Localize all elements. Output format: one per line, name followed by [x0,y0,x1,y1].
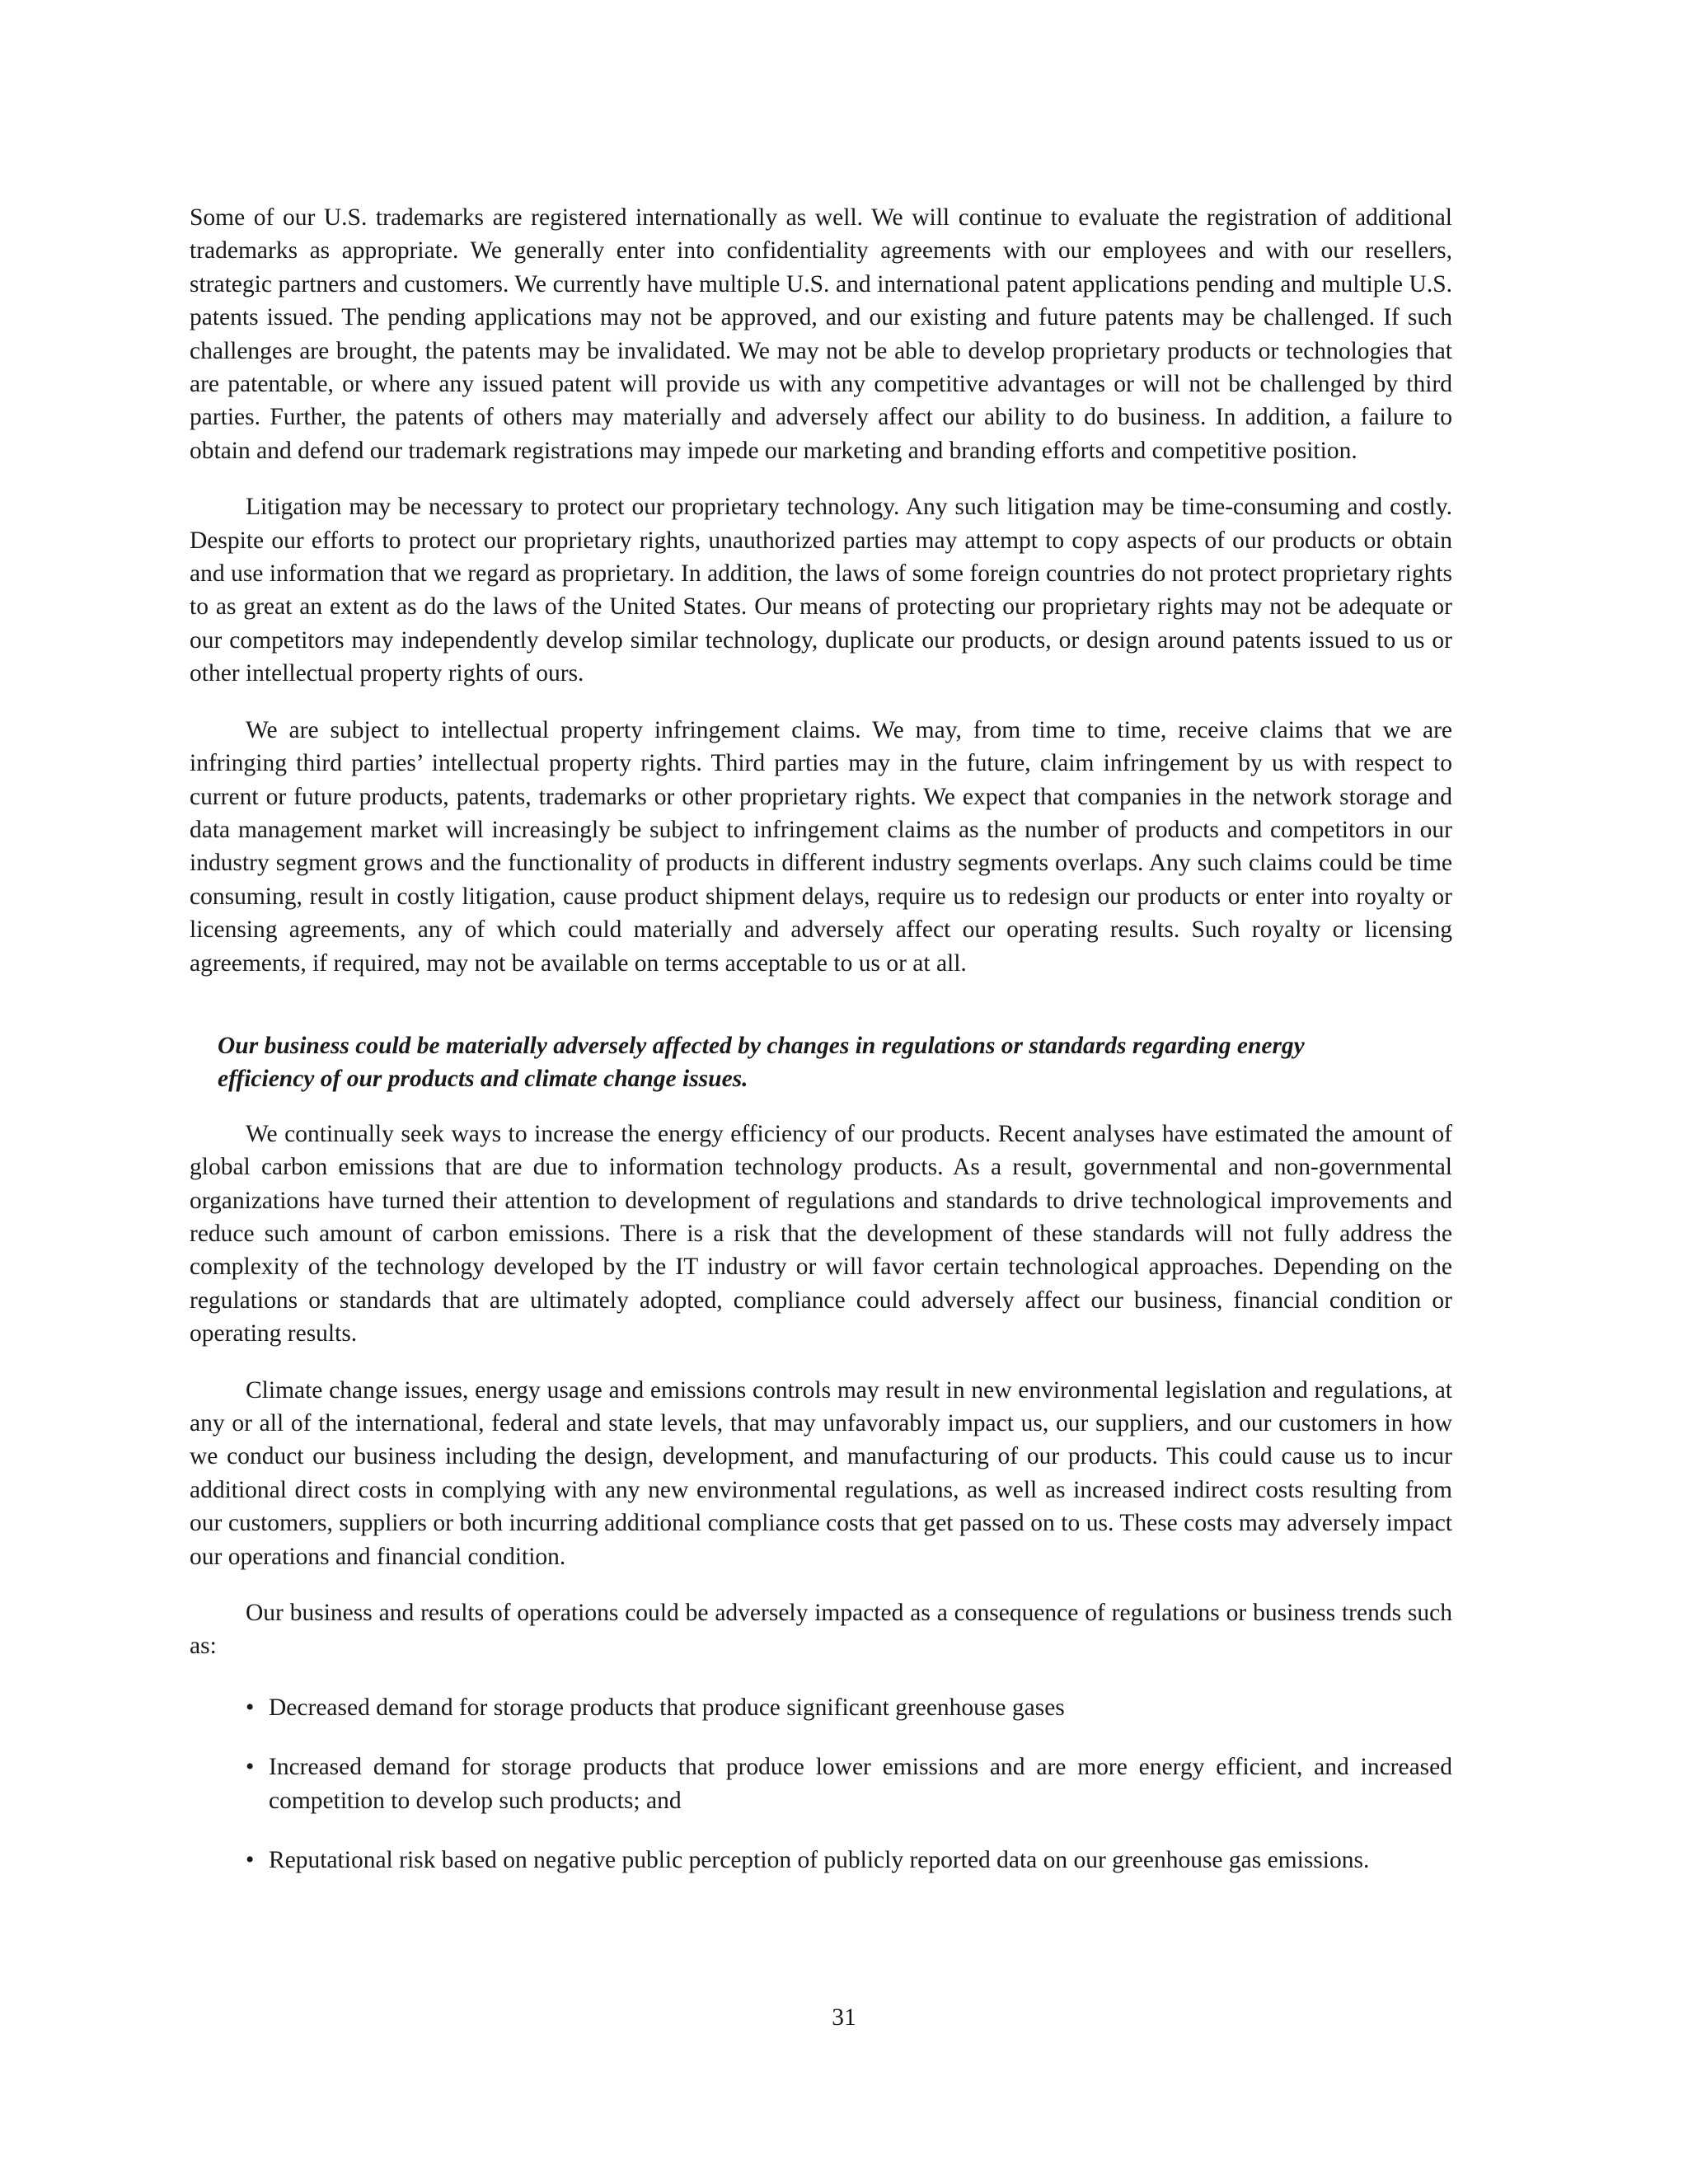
paragraph-trademarks: Some of our U.S. trademarks are registered internationally as well. We will continue to evaluate the registration of additional trademarks as appropriate. We generally enter into confidentiality agreements with our employees and with our resellers, strategic partners and customers. We currently have multiple U.S. and international patent applications pending and multiple U.S. patents issued. The pending applications may not be approved, and our existing and future patents may be challenged. If such challenges are brought, the patents may be invalidated. We may not be able to develop proprietary products or technologies that are patentable, or where any issued patent will provide us with any competitive advantages or will not be challenged by third parties. Further, the patents of others may materially and adversely affect our ability to do business. In addition, a failure to obtain and defend our trademark registrations may impede our marketing and branding efforts and competitive position. [190,204,1452,464]
section-heading: Our business could be materially adversely affected by changes in regulations or standards regarding energy efficiency of our products and climate change issues. [218,1032,1305,1093]
bullet-marker: • [246,1754,255,1781]
list-item-text: Reputational risk based on negative public perception of publicly reported data on our greenhouse gas emissions. [269,1847,1370,1874]
list-item [246,1691,1452,1724]
page-number: 31 [832,2004,856,2031]
list-item-text: Increased demand for storage products that produce lower emissions and are more energy efficient, and increased competition to develop such products; and [269,1754,1452,1814]
paragraph-infringement-claims: We are subject to intellectual property infringement claims. We may, from time to time, receive claims that we are infringing third parties’ intellectual property rights. Third parties may in the future, claim infringement by us with respect to current or future products, patents, trademarks or other proprietary rights. We expect that companies in the network storage and data management market will increasingly be subject to infringement claims as the number of products and competitors in our industry segment grows and the functionality of products in different industry segments overlaps. Any such claims could be time consuming, result in costly litigation, cause product shipment delays, require us to redesign our products or enter into royalty or licensing agreements, any of which could materially and adversely affect our operating results. Such royalty or licensing agreements, if required, may not be available on terms acceptable to us or at all. [190,716,1452,977]
bullet-marker: • [246,1694,255,1721]
bullet-marker: • [246,1847,255,1874]
bullet-list [190,1691,1452,1877]
paragraph-litigation: Litigation may be necessary to protect our proprietary technology. Any such litigation may be time-consuming and costly. Despite our efforts to protect our proprietary rights, unauthorized parties may attempt to copy aspects of our products or obtain and use information that we regard as proprietary. In addition, the laws of some foreign countries do not protect proprietary rights to as great an extent as do the laws of the United States. Our means of protecting our proprietary rights may not be adequate or our competitors may independently develop similar technology, duplicate our products, or design around patents issued to us or other intellectual property rights of ours. [190,494,1452,687]
paragraph-business-trends: Our business and results of operations could be adversely impacted as a consequence of regulations or business trends such as: [190,1600,1452,1660]
list-item [246,1750,1452,1817]
paragraph-energy-efficiency: We continually seek ways to increase the energy efficiency of our products. Recent analyses have estimated the amount of global carbon emissions that are due to information technology products. As a result, governmental and non-governmental organizations have turned their attention to development of regulations and standards to drive technological improvements and reduce such amount of carbon emissions. There is a risk that the development of these standards will not fully address the complexity of the technology developed by the IT industry or will favor certain technological approaches. Depending on the regulations or standards that are ultimately adopted, compliance could adversely affect our business, financial condition or operating results. [190,1120,1452,1347]
list-item-text: Decreased demand for storage products that produce significant greenhouse gases [269,1694,1065,1721]
paragraph-climate-change: Climate change issues, energy usage and emissions controls may result in new environmental legislation and regulations, at any or all of the international, federal and state levels, that may unfavorably impact us, our suppliers, and our customers in how we conduct our business including the design, development, and manufacturing of our products. This could cause us to incur additional direct costs in complying with any new environmental regulations, as well as increased indirect costs resulting from our customers, suppliers or both incurring additional compliance costs that get passed on to us. These costs may adversely impact our operations and financial condition. [190,1376,1452,1570]
page-body [190,201,1452,1877]
list-item [246,1844,1452,1877]
